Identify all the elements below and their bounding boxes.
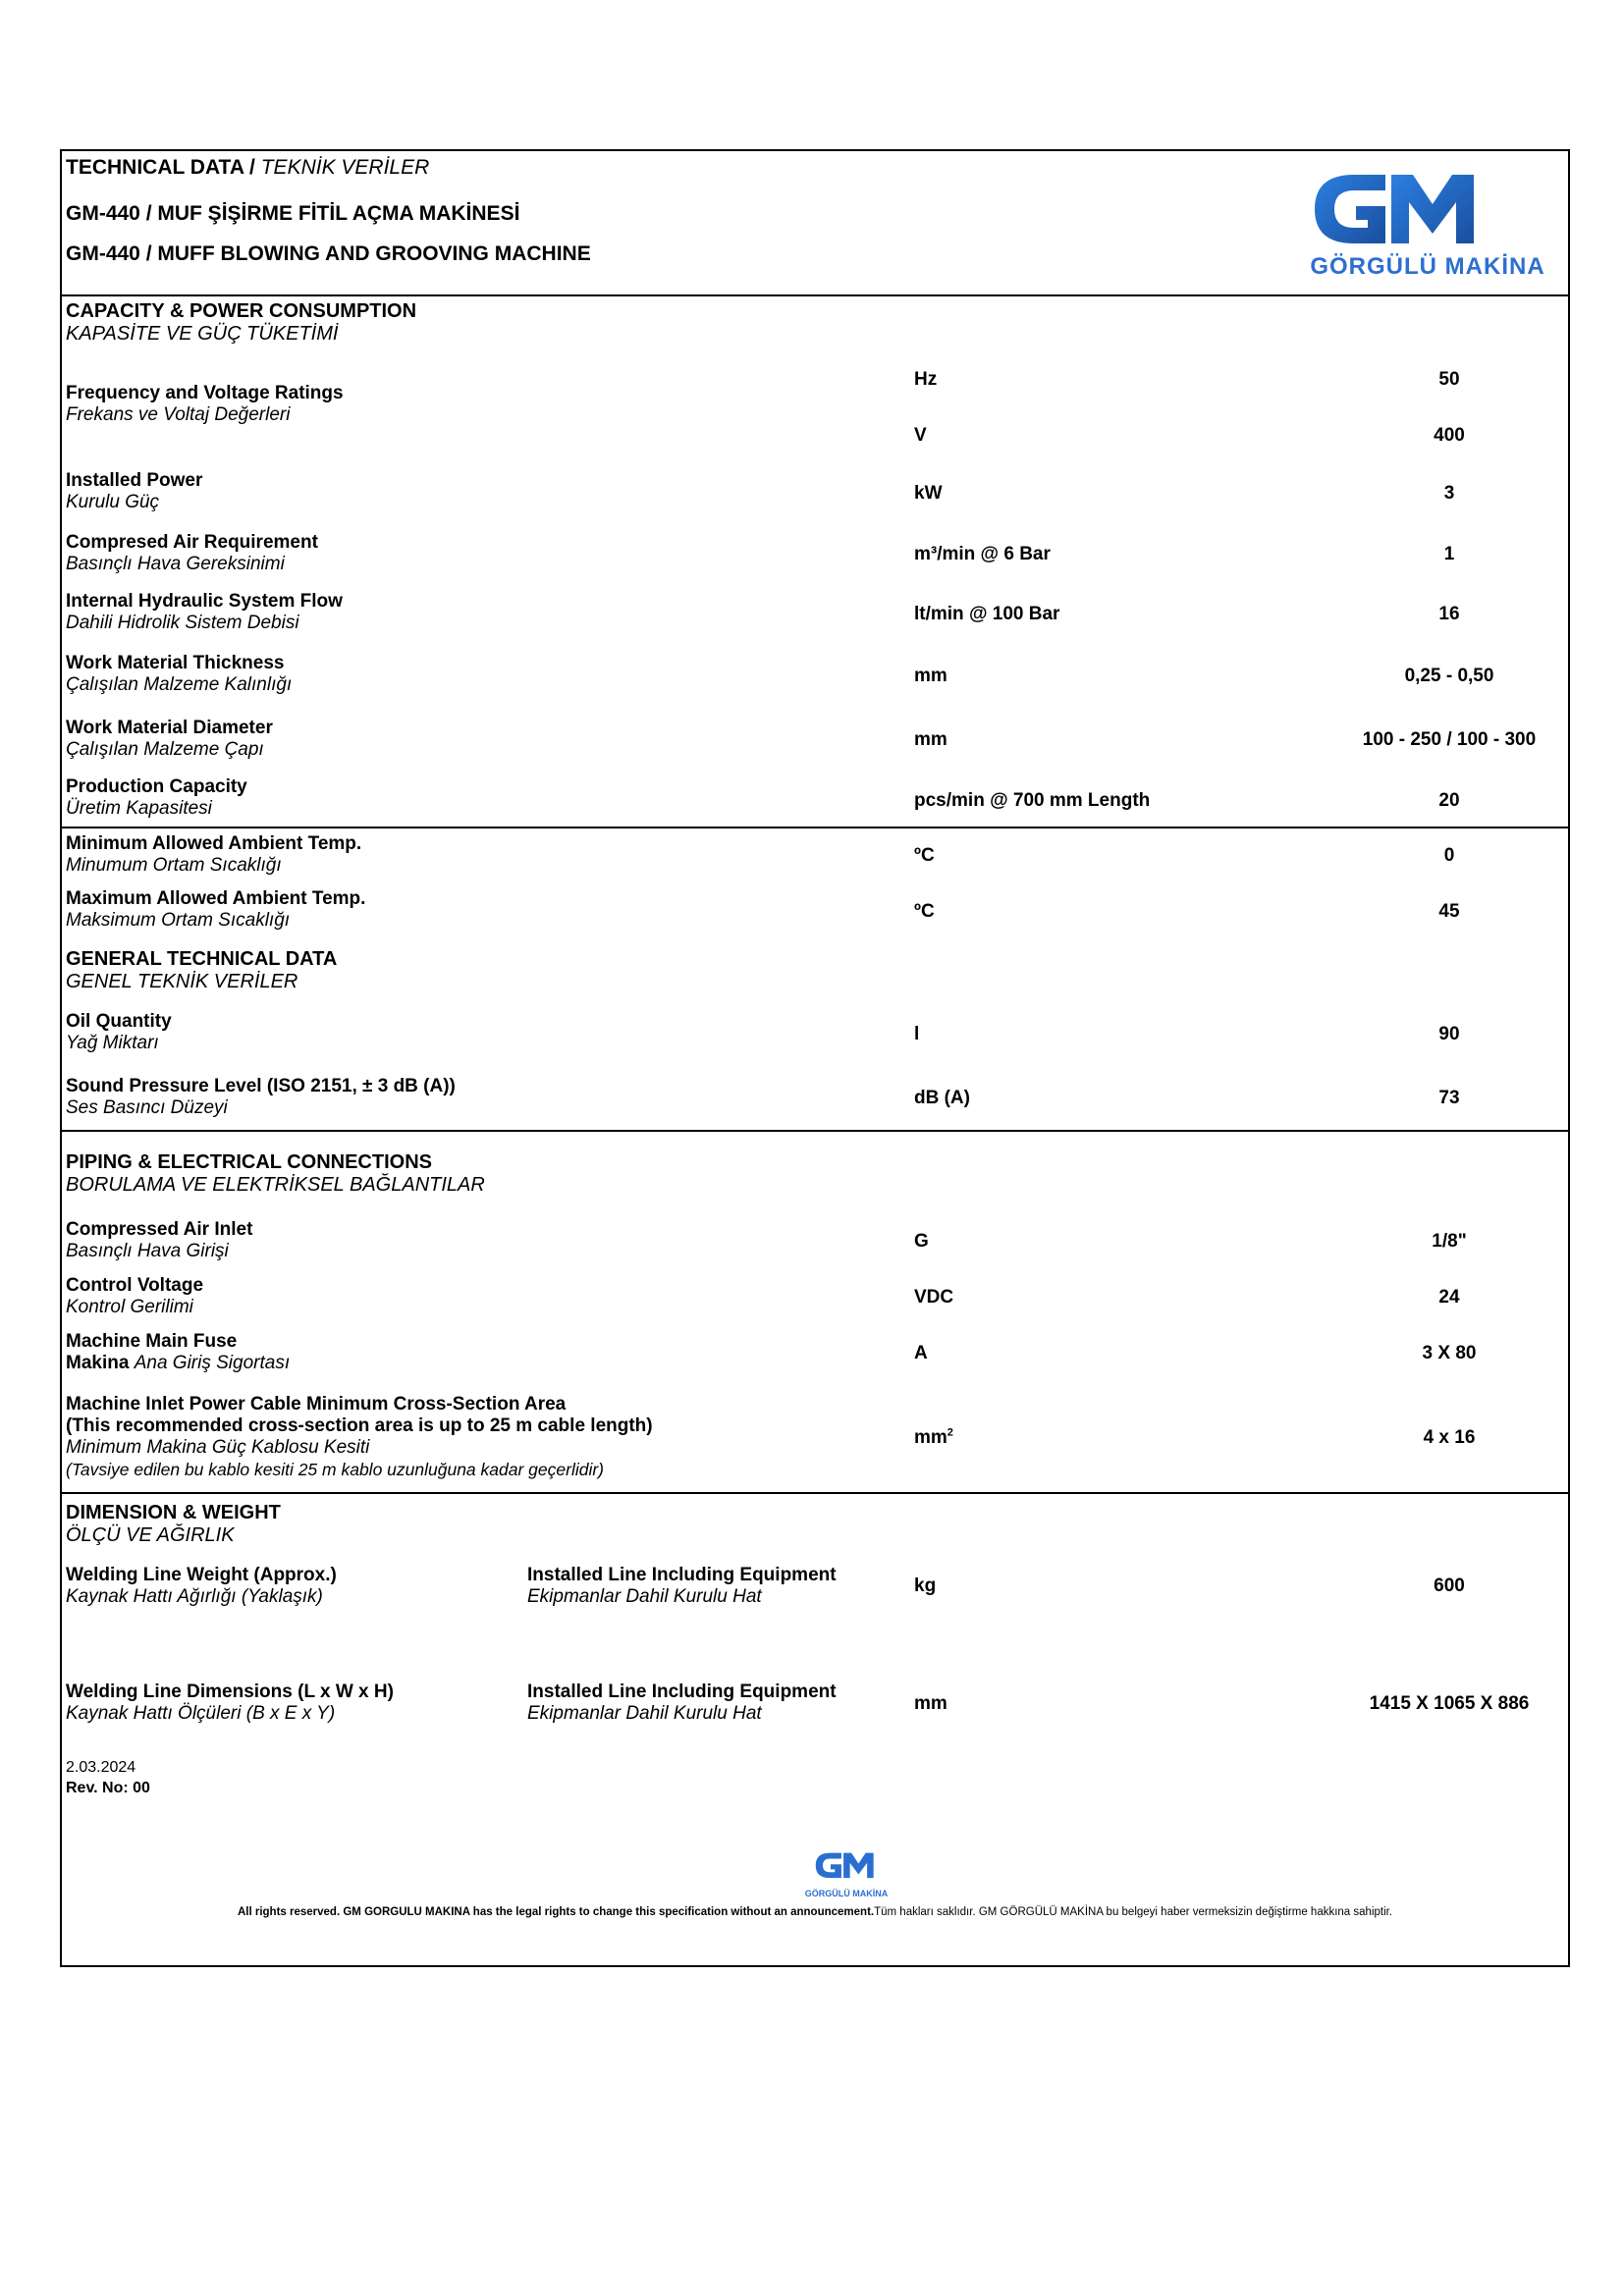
value-production: 20 xyxy=(1438,790,1460,811)
label-thickness-tr: Çalışılan Malzeme Kalınlığı xyxy=(66,674,293,695)
label-fuse-en: Machine Main Fuse xyxy=(66,1331,238,1352)
label-cable-en-2: (This recommended cross-section area is up to 25 m cable length) xyxy=(66,1415,653,1436)
value-thickness: 0,25 - 0,50 xyxy=(1404,666,1494,686)
unit-power: kW xyxy=(914,483,943,504)
section-title-piping: PIPING & ELECTRICAL CONNECTIONS xyxy=(66,1151,432,1173)
label-cable-tr-2: (Tavsiye edilen bu kablo kesiti 25 m kablo uzunluğuna kadar geçerlidir) xyxy=(66,1460,604,1479)
unit-thickness: mm xyxy=(914,666,947,686)
note-weight-en: Installed Line Including Equipment xyxy=(527,1565,837,1585)
label-power-tr: Kurulu Güç xyxy=(66,492,160,512)
value-hydraulic: 16 xyxy=(1438,604,1460,624)
value-fuse: 3 X 80 xyxy=(1422,1343,1477,1363)
label-weight-en: Welding Line Weight (Approx.) xyxy=(66,1565,337,1585)
value-dims: 1415 X 1065 X 886 xyxy=(1369,1693,1530,1714)
value-hz: 50 xyxy=(1438,369,1460,390)
label-hydraulic-en: Internal Hydraulic System Flow xyxy=(66,591,343,612)
note-dims-en: Installed Line Including Equipment xyxy=(527,1682,837,1702)
label-max-temp-tr: Maksimum Ortam Sıcaklığı xyxy=(66,910,291,931)
label-min-temp-tr: Minumum Ortam Sıcaklığı xyxy=(66,855,282,876)
unit-air-inlet: G xyxy=(914,1231,929,1252)
divider xyxy=(62,827,1568,828)
label-weight-tr: Kaynak Hattı Ağırlığı (Yaklaşık) xyxy=(66,1586,323,1607)
label-frequency-tr: Frekans ve Voltaj Değerleri xyxy=(66,404,291,425)
label-air-tr: Basınçlı Hava Gereksinimi xyxy=(66,554,285,574)
value-max-temp: 45 xyxy=(1438,901,1460,922)
unit-air: m³/min @ 6 Bar xyxy=(914,544,1051,564)
label-air-en: Compresed Air Requirement xyxy=(66,532,318,553)
unit-min-temp: ºC xyxy=(914,845,935,866)
unit-control: VDC xyxy=(914,1287,954,1308)
label-thickness-en: Work Material Thickness xyxy=(66,653,285,673)
label-diameter-tr: Çalışılan Malzeme Çapı xyxy=(66,739,264,760)
label-sound-en: Sound Pressure Level (ISO 2151, ± 3 dB (A)) xyxy=(66,1076,456,1096)
value-air: 1 xyxy=(1443,544,1455,564)
technical-data-sheet xyxy=(60,149,1570,1967)
label-cable-en-1: Machine Inlet Power Cable Minimum Cross-Section Area xyxy=(66,1394,567,1415)
label-oil-tr: Yağ Miktarı xyxy=(66,1033,159,1053)
value-control: 24 xyxy=(1438,1287,1460,1308)
document-date: 2.03.2024 xyxy=(66,1759,136,1776)
title-en: TECHNICAL DATA / xyxy=(66,156,255,179)
section-subtitle-dimension: ÖLÇÜ VE AĞIRLIK xyxy=(66,1524,235,1546)
label-production-tr: Üretim Kapasitesi xyxy=(66,798,212,819)
unit-sound: dB (A) xyxy=(914,1088,970,1108)
divider xyxy=(62,1130,1568,1132)
revision-number: Rev. No: 00 xyxy=(66,1780,150,1796)
label-diameter-en: Work Material Diameter xyxy=(66,718,273,738)
label-dims-tr: Kaynak Hattı Ölçüleri (B x E x Y) xyxy=(66,1703,336,1724)
divider xyxy=(62,1492,1568,1494)
section-subtitle-piping: BORULAMA VE ELEKTRİKSEL BAĞLANTILAR xyxy=(66,1174,485,1196)
label-max-temp-en: Maximum Allowed Ambient Temp. xyxy=(66,888,366,909)
label-control-en: Control Voltage xyxy=(66,1275,204,1296)
value-diameter: 100 - 250 / 100 - 300 xyxy=(1362,729,1537,750)
section-title-capacity: CAPACITY & POWER CONSUMPTION xyxy=(66,300,417,322)
value-power: 3 xyxy=(1443,483,1455,504)
value-sound: 73 xyxy=(1438,1088,1460,1108)
unit-fuse: A xyxy=(914,1343,928,1363)
label-fuse-tr xyxy=(66,1353,290,1374)
unit-cable xyxy=(914,1427,953,1449)
divider xyxy=(62,294,1568,296)
unit-weight: kg xyxy=(914,1575,937,1596)
unit-cable-base: mm xyxy=(914,1427,947,1448)
label-frequency-en: Frequency and Voltage Ratings xyxy=(66,383,344,403)
value-air-inlet: 1/8" xyxy=(1432,1231,1467,1252)
label-air-inlet-tr: Basınçlı Hava Girişi xyxy=(66,1241,229,1261)
machine-name-tr: GM-440 / MUF ŞİŞİRME FİTİL AÇMA MAKİNESİ xyxy=(66,202,520,225)
note-weight-tr: Ekipmanlar Dahil Kurulu Hat xyxy=(527,1586,762,1607)
footer-rights-en: All rights reserved. GM GORGULU MAKINA has the legal rights to change this specification without an announcement. xyxy=(237,1906,875,1918)
label-hydraulic-tr: Dahili Hidrolik Sistem Debisi xyxy=(66,613,299,633)
label-production-en: Production Capacity xyxy=(66,776,247,797)
footer-rights-tr: Tüm hakları saklıdır. GM GÖRGÜLÜ MAKİNA bu belgeyi haber vermeksizin değiştirme hakkına sahiptir. xyxy=(874,1906,1393,1918)
footer-rights xyxy=(62,1906,1568,1918)
value-cable: 4 x 16 xyxy=(1423,1427,1476,1448)
section-subtitle-capacity: KAPASİTE VE GÜÇ TÜKETİMİ xyxy=(66,323,339,345)
label-fuse-tr-bold: Makina xyxy=(66,1353,130,1373)
unit-max-temp: ºC xyxy=(914,901,935,922)
section-title-dimension: DIMENSION & WEIGHT xyxy=(66,1502,281,1523)
unit-diameter: mm xyxy=(914,729,947,750)
value-min-temp: 0 xyxy=(1443,845,1455,866)
label-power-en: Installed Power xyxy=(66,470,203,491)
value-oil: 90 xyxy=(1438,1024,1460,1044)
note-dims-tr: Ekipmanlar Dahil Kurulu Hat xyxy=(527,1703,762,1724)
unit-cable-sup: 2 xyxy=(947,1426,953,1439)
document-title xyxy=(66,155,429,181)
unit-dims: mm xyxy=(914,1693,947,1714)
label-dims-en: Welding Line Dimensions (L x W x H) xyxy=(66,1682,394,1702)
label-air-inlet-en: Compressed Air Inlet xyxy=(66,1219,253,1240)
unit-production: pcs/min @ 700 mm Length xyxy=(914,790,1151,811)
label-cable-tr-1: Minimum Makina Güç Kablosu Kesiti xyxy=(66,1437,370,1458)
footer-logo xyxy=(792,1849,900,1900)
unit-v: V xyxy=(914,425,927,446)
value-v: 400 xyxy=(1434,425,1465,446)
section-title-general: GENERAL TECHNICAL DATA xyxy=(66,948,338,970)
section-subtitle-general: GENEL TEKNİK VERİLER xyxy=(66,971,298,992)
machine-name-en: GM-440 / MUFF BLOWING AND GROOVING MACHINE xyxy=(66,242,591,265)
label-oil-en: Oil Quantity xyxy=(66,1011,172,1032)
unit-oil: l xyxy=(914,1024,920,1044)
label-fuse-tr-rest: Ana Giriş Sigortası xyxy=(134,1353,291,1373)
label-control-tr: Kontrol Gerilimi xyxy=(66,1297,193,1317)
label-sound-tr: Ses Basıncı Düzeyi xyxy=(66,1097,228,1118)
unit-hydraulic: lt/min @ 100 Bar xyxy=(914,604,1060,624)
label-min-temp-en: Minimum Allowed Ambient Temp. xyxy=(66,833,362,854)
company-logo-text: GÖRGÜLÜ MAKİNA xyxy=(1310,253,1545,280)
footer-logo-text: GÖRGÜLÜ MAKİNA xyxy=(804,1889,889,1898)
value-weight: 600 xyxy=(1434,1575,1465,1596)
gm-footer-logo-mark xyxy=(792,1849,900,1889)
unit-hz: Hz xyxy=(914,369,938,390)
title-tr: TEKNİK VERİLER xyxy=(260,156,430,179)
